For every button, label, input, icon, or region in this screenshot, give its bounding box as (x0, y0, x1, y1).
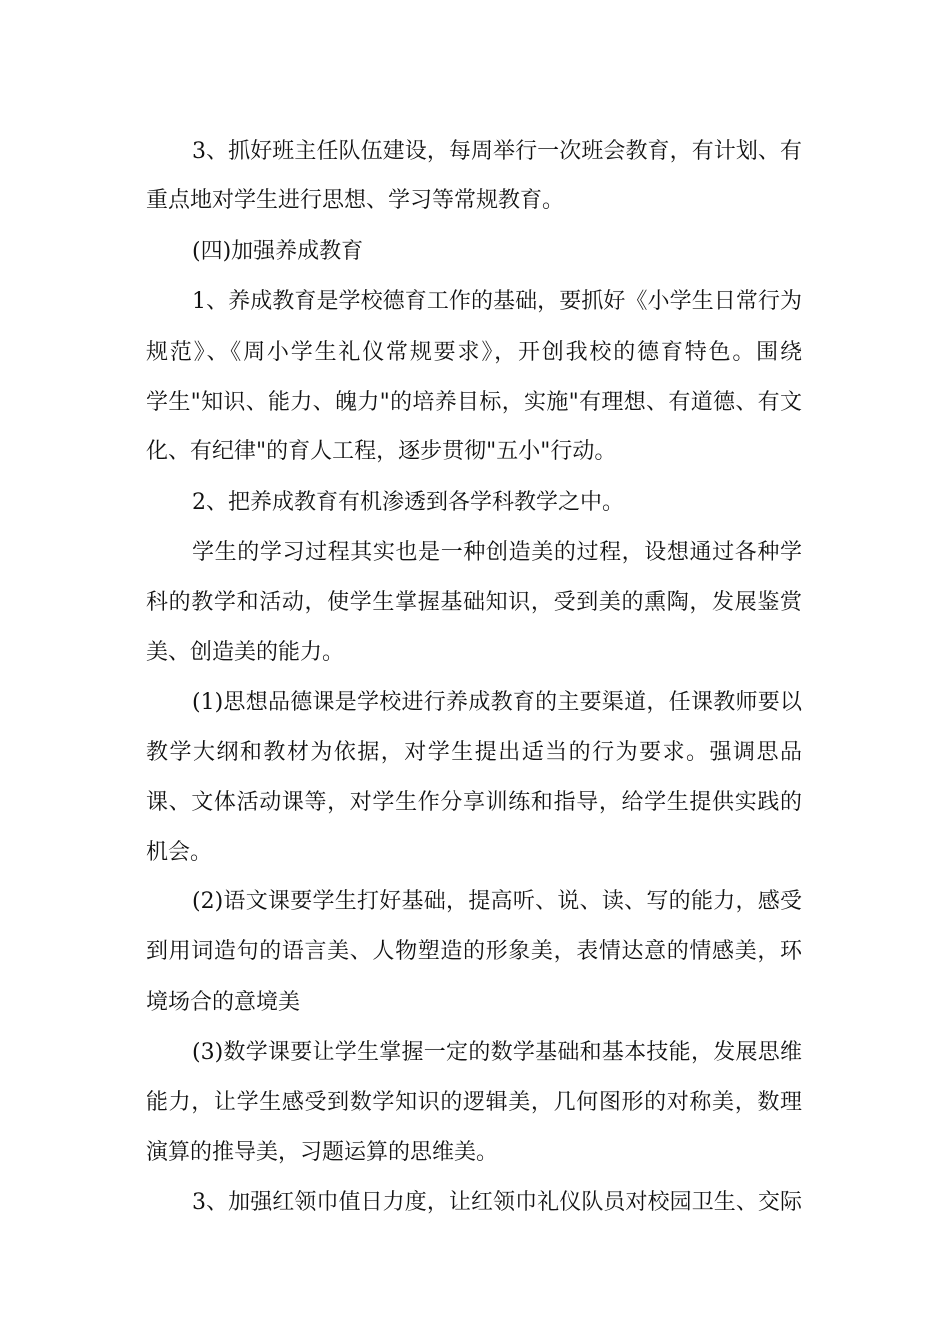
paragraph-line: (2)语文课要学生打好基础，提高听、说、读、写的能力，感受 (192, 889, 802, 914)
paragraph-line: 能力，让学生感受到数学知识的逻辑美，几何图形的对称美，数理 (146, 1090, 802, 1115)
paragraph-line: 1、养成教育是学校德育工作的基础，要抓好《小学生日常行为 (192, 289, 802, 314)
paragraph-line: (3)数学课要让学生掌握一定的数学基础和基本技能，发展思维 (192, 1040, 802, 1065)
paragraph-line: 科的教学和活动，使学生掌握基础知识，受到美的熏陶，发展鉴赏 (146, 590, 802, 615)
paragraph-line: 2、把养成教育有机渗透到各学科教学之中。 (192, 490, 624, 515)
paragraph-line: 美、创造美的能力。 (146, 640, 345, 665)
paragraph-line: 境场合的意境美 (146, 990, 301, 1015)
paragraph-line: 重点地对学生进行思想、学习等常规教育。 (146, 188, 565, 213)
paragraph-line: (1)思想品德课是学校进行养成教育的主要渠道，任课教师要以 (192, 690, 802, 715)
paragraph-line: 学生的学习过程其实也是一种创造美的过程，设想通过各种学 (192, 540, 802, 565)
paragraph-line: 到用词造句的语言美、人物塑造的形象美，表情达意的情感美，环 (146, 939, 802, 964)
paragraph-line: 演算的推导美，习题运算的思维美。 (146, 1140, 499, 1165)
section-heading: (四)加强养成教育 (192, 239, 364, 264)
paragraph-line: 化、有纪律"的育人工程，逐步贯彻"五小"行动。 (146, 439, 617, 464)
paragraph-line: 学生"知识、能力、魄力"的培养目标，实施"有理想、有道德、有文 (146, 390, 802, 415)
paragraph-line: 3、抓好班主任队伍建设，每周举行一次班会教育，有计划、有 (192, 139, 802, 164)
paragraph-line: 规范》、《周小学生礼仪常规要求》，开创我校的德育特色。围绕 (146, 340, 802, 365)
paragraph-line: 课、文体活动课等，对学生作分享训练和指导，给学生提供实践的 (146, 790, 802, 815)
paragraph-line: 教学大纲和教材为依据，对学生提出适当的行为要求。强调思品 (146, 740, 802, 765)
paragraph-line: 3、加强红领巾值日力度，让红领巾礼仪队员对校园卫生、交际 (192, 1190, 802, 1215)
paragraph-line: 机会。 (146, 840, 213, 865)
